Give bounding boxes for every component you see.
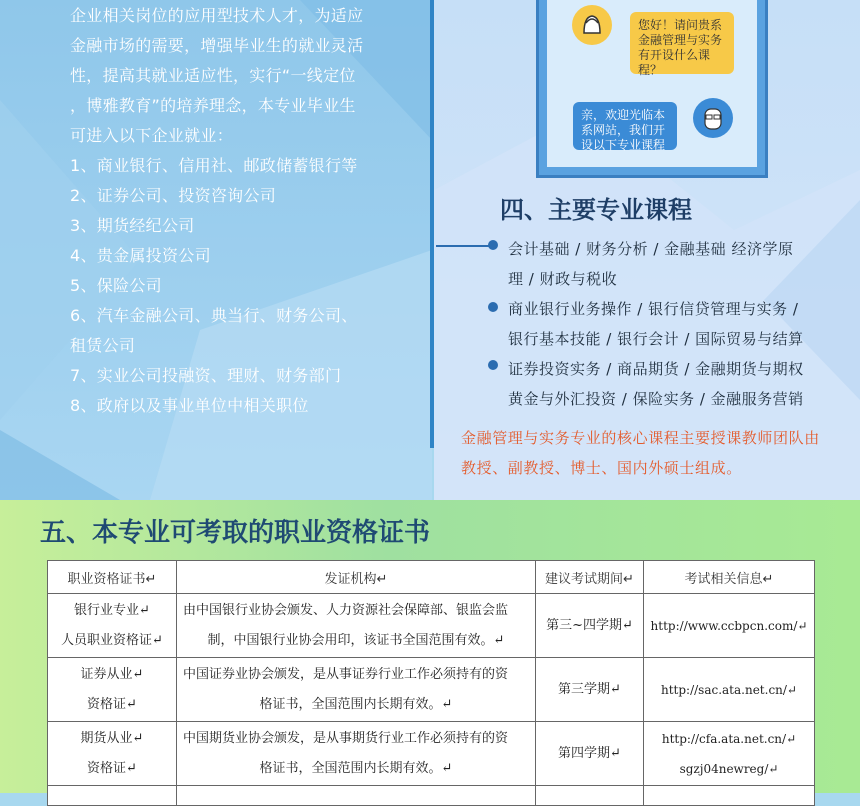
table-row <box>48 722 815 786</box>
table-row-partial <box>48 786 815 806</box>
intro-line-4: ，博雅教育”的培养理念，本专业毕业生 <box>70 96 356 115</box>
question-line: 有开设什么课程？ <box>638 48 711 77</box>
course-line: 理 / 财政与税收 <box>508 270 618 288</box>
intro-line-5: 可进入以下企业就业： <box>70 126 234 145</box>
certificates-table <box>47 560 815 806</box>
empty-cell <box>644 786 815 806</box>
header-certificate: 职业资格证书↵ <box>48 561 177 594</box>
bullet-dot <box>488 302 498 312</box>
divider-line <box>430 0 434 448</box>
empty-cell <box>48 786 177 806</box>
cert-name <box>48 722 177 786</box>
intro-line-3: 性，提高其就业适应性，实行“一线定位 <box>70 66 356 85</box>
teacher-avatar-icon <box>693 98 733 138</box>
answer-bubble <box>573 102 677 150</box>
cert-name-line: 人员职业资格证↵ <box>61 632 163 648</box>
issuer-line: 格证书，全国范围内长期有效。↵ <box>259 696 453 712</box>
employer-item: 3、期货经纪公司 <box>70 216 195 235</box>
cert-info-link: http://sac.ata.net.cn/↵ <box>661 682 797 697</box>
cert-period: 第三学期↵ <box>536 658 644 722</box>
faculty-note: 金融管理与实务专业的核心课程主要授课教师团队由 <box>461 429 820 447</box>
cert-issuer <box>177 722 536 786</box>
empty-cell <box>177 786 536 806</box>
question-line: 您好！请问贵系 <box>638 18 723 32</box>
student-avatar-icon <box>572 5 612 45</box>
course-line: 会计基础 / 财务分析 / 金融基础 经济学原 <box>508 240 794 258</box>
employer-item: 租赁公司 <box>70 336 136 355</box>
issuer-line: 中国证券业协会颁发，是从事证券行业工作必须持有的资 <box>183 666 509 682</box>
header-issuer: 发证机构↵ <box>177 561 536 594</box>
cert-period: 第四学期↵ <box>536 722 644 786</box>
header-period: 建议考试期间↵ <box>536 561 644 594</box>
table-row <box>48 658 815 722</box>
course-line: 商业银行业务操作 / 银行信贷管理与实务 / <box>508 300 799 318</box>
cert-info <box>644 722 815 786</box>
issuer-line: 制，中国银行业协会用印，该证书全国范围有效。↵ <box>207 632 505 648</box>
cert-info-link: http://cfa.ata.net.cn/↵ <box>661 731 797 746</box>
header-info: 考试相关信息↵ <box>644 561 815 594</box>
bullet-connector-line <box>436 245 492 247</box>
empty-cell <box>536 786 644 806</box>
bullet-dot <box>488 240 498 250</box>
cert-period: 第三~四学期↵ <box>536 594 644 658</box>
answer-line: 设以下专业课程 <box>581 138 666 152</box>
answer-line: 亲，欢迎光临本 <box>581 108 666 122</box>
employer-item: 8、政府以及事业单位中相关职位 <box>70 396 309 415</box>
cert-issuer <box>177 594 536 658</box>
course-line: 证券投资实务 / 商品期货 / 金融期货与期权 <box>508 360 804 378</box>
employer-item: 2、证券公司、投资咨询公司 <box>70 186 277 205</box>
employer-item: 7、实业公司投融资、理财、财务部门 <box>70 366 342 385</box>
certificates-heading: 五、本专业可考取的职业资格证书 <box>40 518 431 548</box>
bullet-dot <box>488 360 498 370</box>
faculty-note: 教授、副教授、博士、国内外硕士组成。 <box>461 459 742 477</box>
issuer-line: 格证书，全国范围内长期有效。↵ <box>259 760 453 776</box>
intro-line-2: 金融市场的需要，增强毕业生的就业灵活 <box>70 36 364 55</box>
employer-item: 5、保险公司 <box>70 276 162 295</box>
cert-name-line: 资格证↵ <box>87 760 137 776</box>
cert-info-link: http://www.ccbpcn.com/↵ <box>650 618 808 633</box>
cert-name-line: 证券从业↵ <box>80 666 144 682</box>
courses-heading: 四、主要专业课程 <box>500 196 692 224</box>
question-line: 金融管理与实务 <box>638 33 723 47</box>
issuer-line: 由中国银行业协会颁发、人力资源社会保障部、银监会监 <box>183 602 509 618</box>
cert-issuer <box>177 658 536 722</box>
cert-info <box>644 658 815 722</box>
answer-line: 系网站，我们开 <box>581 123 666 137</box>
cert-name <box>48 658 177 722</box>
cert-info-link: sgzj04newreg/↵ <box>679 761 779 776</box>
employer-item: 6、汽车金融公司、典当行、财务公司、 <box>70 306 358 325</box>
cert-name <box>48 594 177 658</box>
table-header-row <box>48 561 815 594</box>
table-row <box>48 594 815 658</box>
employer-item: 4、贵金属投资公司 <box>70 246 211 265</box>
issuer-line: 中国期货业协会颁发，是从事期货行业工作必须持有的资 <box>183 730 509 746</box>
cert-name-line: 资格证↵ <box>87 696 137 712</box>
course-line: 黄金与外汇投资 / 保险实务 / 金融服务营销 <box>508 390 804 408</box>
cert-name-line: 期货从业↵ <box>80 730 144 746</box>
employer-item: 1、商业银行、信用社、邮政储蓄银行等 <box>70 156 358 175</box>
question-bubble <box>630 12 734 77</box>
cert-info <box>644 594 815 658</box>
cert-name-line: 银行业专业↵ <box>74 602 150 618</box>
intro-line-1: 企业相关岗位的应用型技术人才，为适应 <box>70 6 364 25</box>
course-line: 银行基本技能 / 银行会计 / 国际贸易与结算 <box>508 330 804 348</box>
